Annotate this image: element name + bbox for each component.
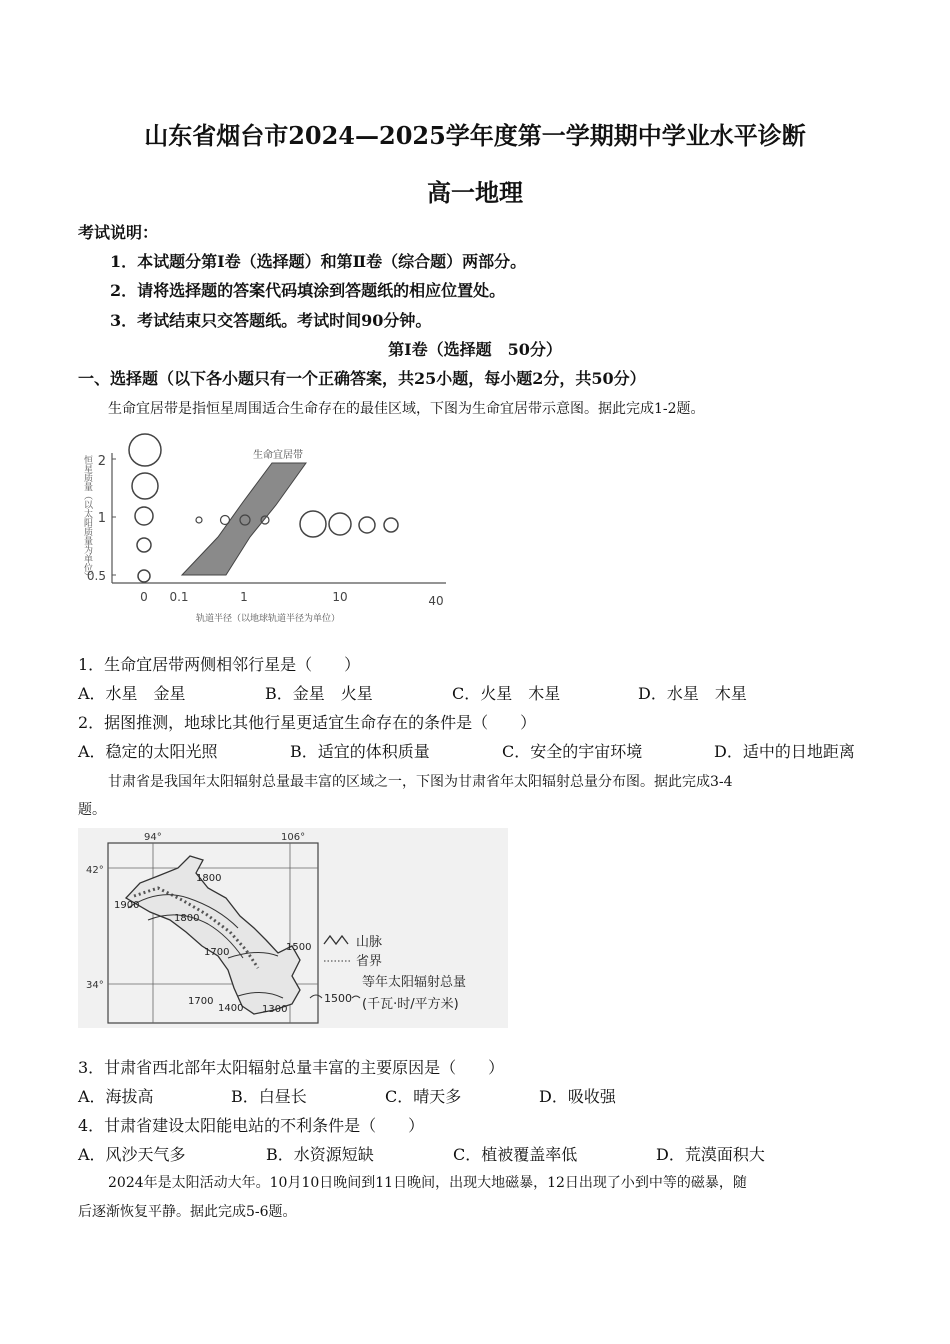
instructions-heading: 考试说明： <box>78 223 159 242</box>
question-4-stem: 4．甘肃省建设太阳能电站的不利条件是（ ） <box>78 1116 425 1135</box>
q3-option-a[interactable]: A．海拔高 <box>78 1087 154 1106</box>
contour-label: 1800 <box>174 913 200 924</box>
legend-mountain: 山脉 <box>356 935 383 950</box>
question-3-stem: 3．甘肃省西北部年太阳辐射总量丰富的主要原因是（ ） <box>78 1058 505 1077</box>
q2-option-d[interactable]: D．适中的日地距离 <box>714 742 855 761</box>
star-circle <box>138 570 150 582</box>
instruction-item: 1．本试题分第Ⅰ卷（选择题）和第Ⅱ卷（综合题）两部分。 <box>110 252 527 271</box>
page-subtitle: 高一地理 <box>427 178 523 207</box>
star-circle <box>135 507 153 525</box>
q1-option-c[interactable]: C．火星 木星 <box>452 684 561 703</box>
passage3-line2: 后逐渐恢复平静。据此完成5-6题。 <box>78 1204 297 1220</box>
x-axis-label: 轨道半径（以地球轨道半径为单位） <box>195 614 341 624</box>
section1-heading: 一、选择题（以下各小题只有一个正确答案，共25小题，每小题2分，共50分） <box>78 369 646 388</box>
lat-label: 34° <box>86 980 104 991</box>
passage3-line1: 2024年是太阳活动大年。10月10日晚间到11日晚间，出现大地磁暴，12日出现了小到中等的磁暴，随 <box>108 1175 747 1191</box>
q1-option-b[interactable]: B．金星 火星 <box>265 684 373 703</box>
contour-label: 1400 <box>218 1003 244 1014</box>
passage2-line1: 甘肃省是我国年太阳辐射总量最丰富的区域之一，下图为甘肃省年太阳辐射总量分布图。据此完成3-4 <box>108 774 733 790</box>
contour-label: 1300 <box>262 1004 288 1015</box>
q4-option-b[interactable]: B．水资源短缺 <box>266 1145 374 1164</box>
y-axis-label: 恒星质量（以太阳质量为单位） <box>82 455 92 581</box>
passage1: 生命宜居带是指恒星周围适合生命存在的最佳区域，下图为生命宜居带示意图。据此完成1-2题。 <box>108 401 705 417</box>
legend-unit: (千瓦·时/平方米) <box>362 997 459 1012</box>
q2-option-c[interactable]: C．安全的宇宙环境 <box>502 742 643 761</box>
habitable-zone-label: 生命宜居带 <box>253 450 303 461</box>
instruction-item: 3．考试结束只交答题纸。考试时间90分钟。 <box>110 311 432 330</box>
x-tick-label: 10 <box>332 590 348 604</box>
planet-circle <box>300 511 326 537</box>
legend-isoline-value: 1500 <box>324 992 352 1005</box>
y-tick-label: 2 <box>97 454 106 469</box>
star-circle <box>137 538 151 552</box>
q3-option-c[interactable]: C．晴天多 <box>385 1087 462 1106</box>
star-circle <box>129 434 161 466</box>
question-2-stem: 2．据图推测，地球比其他行星更适宜生命存在的条件是（ ） <box>78 713 537 732</box>
lat-label: 42° <box>86 865 104 876</box>
legend-isoline-label: 等年太阳辐射总量 <box>362 975 467 990</box>
planet-circle <box>359 517 375 533</box>
q4-option-d[interactable]: D．荒漠面积大 <box>656 1145 765 1164</box>
q2-option-b[interactable]: B．适宜的体积质量 <box>290 742 430 761</box>
lon-label: 106° <box>281 832 306 843</box>
passage2-line2: 题。 <box>78 802 106 818</box>
planet-circle <box>196 517 202 523</box>
x-tick-label: 1 <box>240 590 248 604</box>
habitable-zone-figure <box>78 425 458 630</box>
instruction-item: 2．请将选择题的答案代码填涂到答题纸的相应位置处。 <box>110 281 506 300</box>
y-tick-label: 1 <box>97 511 106 526</box>
page-title: 山东省烟台市2024—2025学年度第一学期期中学业水平诊断 <box>144 121 806 150</box>
planet-circle <box>384 518 398 532</box>
contour-label: 1900 <box>114 900 140 911</box>
q3-option-b[interactable]: B．白昼长 <box>231 1087 307 1106</box>
part1-heading: 第Ⅰ卷（选择题 50分） <box>388 340 562 359</box>
q1-option-d[interactable]: D．水星 木星 <box>638 684 747 703</box>
q4-option-c[interactable]: C．植被覆盖率低 <box>453 1145 578 1164</box>
x-tick-label: 0 <box>140 590 148 604</box>
question-1-stem: 1．生命宜居带两侧相邻行星是（ ） <box>78 655 361 674</box>
contour-label: 1500 <box>286 942 312 953</box>
contour-label: 1700 <box>204 947 230 958</box>
star-circle <box>132 473 158 499</box>
planet-circle <box>221 516 230 525</box>
x-tick-label: 40 <box>428 594 444 608</box>
lon-label: 94° <box>144 832 162 843</box>
contour-label: 1800 <box>196 873 222 884</box>
q3-option-d[interactable]: D．吸收强 <box>539 1087 616 1106</box>
x-tick-label: 0.1 <box>169 590 189 604</box>
legend-border: 省界 <box>356 954 383 969</box>
q2-option-a[interactable]: A．稳定的太阳光照 <box>78 742 218 761</box>
contour-label: 1700 <box>188 996 214 1007</box>
q4-option-a[interactable]: A．风沙天气多 <box>78 1145 186 1164</box>
q1-option-a[interactable]: A．水星 金星 <box>78 684 186 703</box>
planet-circle <box>329 513 351 535</box>
y-tick-label: 0.5 <box>86 569 106 583</box>
gansu-radiation-map <box>78 828 508 1028</box>
habitable-zone-band <box>182 463 306 575</box>
